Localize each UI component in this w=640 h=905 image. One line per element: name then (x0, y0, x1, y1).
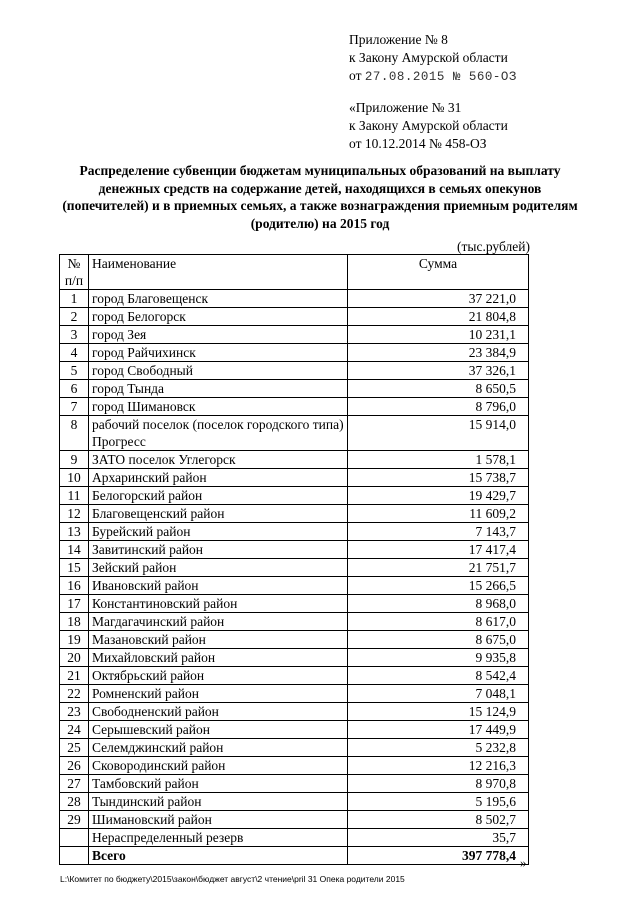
row-num: 9 (60, 451, 89, 469)
row-sum: 8 675,0 (348, 631, 529, 649)
row-sum: 37 221,0 (348, 290, 529, 308)
table-row (60, 451, 529, 469)
table-row (60, 362, 529, 380)
table-row (60, 649, 529, 667)
appendix-number: Приложение № 8 (349, 32, 448, 47)
table-row (60, 380, 529, 398)
row-num: 5 (60, 362, 89, 380)
table-row (60, 703, 529, 721)
row-num: 7 (60, 398, 89, 416)
table-header-row (60, 255, 529, 290)
row-num: 27 (60, 775, 89, 793)
row-num: 4 (60, 344, 89, 362)
table-row (60, 721, 529, 739)
document-title: Распределение субвенции бюджетам муниципальных образований на выплату денежных средств на содержание детей, находящихся в семьях опекунов (попечителей) и в приемных семьях, а также вознаграждения приемным родителям (родителю) на 2015 год (62, 163, 578, 231)
table-row (60, 757, 529, 775)
row-num: 2 (60, 308, 89, 326)
row-sum: 19 429,7 (348, 487, 529, 505)
table-row (60, 326, 529, 344)
row-name: Серышевский район (89, 721, 348, 739)
row-num (60, 847, 89, 865)
table-row (60, 559, 529, 577)
table-row (60, 308, 529, 326)
row-sum: 21 751,7 (348, 559, 529, 577)
row-name: город Свободный (89, 362, 348, 380)
row-num: 24 (60, 721, 89, 739)
table-row (60, 344, 529, 362)
row-num: 6 (60, 380, 89, 398)
table-total-row (60, 847, 529, 865)
row-num: 28 (60, 793, 89, 811)
row-sum: 12 216,3 (348, 757, 529, 775)
table-row (60, 487, 529, 505)
appendix-date-prefix: от (349, 68, 362, 83)
row-name: Ивановский район (89, 577, 348, 595)
row-num: 26 (60, 757, 89, 775)
row-name: Бурейский район (89, 523, 348, 541)
row-sum: 11 609,2 (348, 505, 529, 523)
row-name: Тамбовский район (89, 775, 348, 793)
row-name: Шимановский район (89, 811, 348, 829)
row-name: Мазановский район (89, 631, 348, 649)
appendix-date-line (349, 67, 517, 86)
row-num: 21 (60, 667, 89, 685)
row-name: ЗАТО поселок Углегорск (89, 451, 348, 469)
row-name: город Тында (89, 380, 348, 398)
table-row (60, 290, 529, 308)
units-label: (тыс.рублей) (457, 239, 530, 254)
row-sum: 17 417,4 (348, 541, 529, 559)
row-sum: 15 738,7 (348, 469, 529, 487)
table-row (60, 613, 529, 631)
row-num: 17 (60, 595, 89, 613)
row-name: Свободненский район (89, 703, 348, 721)
row-sum: 5 232,8 (348, 739, 529, 757)
row-sum: 5 195,6 (348, 793, 529, 811)
table-row (60, 469, 529, 487)
row-num: 19 (60, 631, 89, 649)
header-sum: Сумма (348, 255, 529, 290)
table-row (60, 505, 529, 523)
row-sum: 15 266,5 (348, 577, 529, 595)
table-row (60, 416, 529, 451)
original-appendix-date: от 10.12.2014 № 458-ОЗ (349, 136, 487, 151)
row-sum: 9 935,8 (348, 649, 529, 667)
row-name: Ромненский район (89, 685, 348, 703)
row-sum: 8 617,0 (348, 613, 529, 631)
row-num: 25 (60, 739, 89, 757)
row-name: Константиновский район (89, 595, 348, 613)
row-sum: 35,7 (348, 829, 529, 847)
row-name: Селемджинский район (89, 739, 348, 757)
row-sum: 7 048,1 (348, 685, 529, 703)
row-sum: 17 449,9 (348, 721, 529, 739)
row-sum: 7 143,7 (348, 523, 529, 541)
row-sum: 23 384,9 (348, 344, 529, 362)
table-row (60, 577, 529, 595)
row-name: город Благовещенск (89, 290, 348, 308)
row-name: Белогорский район (89, 487, 348, 505)
row-name: Нераспределенный резерв (89, 829, 348, 847)
row-name: рабочий поселок (поселок городского типа) Прогресс (89, 416, 348, 451)
row-sum: 397 778,4 (348, 847, 529, 865)
row-num: 10 (60, 469, 89, 487)
row-name: Тындинский район (89, 793, 348, 811)
row-sum: 21 804,8 (348, 308, 529, 326)
row-name: Благовещенский район (89, 505, 348, 523)
row-num (60, 829, 89, 847)
original-appendix-number: «Приложение № 31 (349, 100, 462, 115)
row-name: Завитинский район (89, 541, 348, 559)
table-row (60, 775, 529, 793)
table-row (60, 631, 529, 649)
original-appendix-header (349, 99, 508, 153)
table-row (60, 398, 529, 416)
row-name: Октябрьский район (89, 667, 348, 685)
row-num: 13 (60, 523, 89, 541)
appendix-law: к Закону Амурской области (349, 50, 508, 65)
appendix-date-stamp: 27.08.2015 № 560-ОЗ (364, 70, 517, 84)
table-row (60, 541, 529, 559)
row-sum: 8 502,7 (348, 811, 529, 829)
row-name: город Зея (89, 326, 348, 344)
row-num: 12 (60, 505, 89, 523)
table-row (60, 595, 529, 613)
row-num: 18 (60, 613, 89, 631)
row-name: Архаринский район (89, 469, 348, 487)
row-num: 3 (60, 326, 89, 344)
row-sum: 15 914,0 (348, 416, 529, 451)
header-num: № п/п (60, 255, 89, 290)
row-name: город Райчихинск (89, 344, 348, 362)
subsidy-table (59, 254, 529, 865)
row-num: 16 (60, 577, 89, 595)
row-num: 29 (60, 811, 89, 829)
row-num: 20 (60, 649, 89, 667)
row-sum: 1 578,1 (348, 451, 529, 469)
row-num: 15 (60, 559, 89, 577)
closing-quote: » (520, 855, 527, 870)
table-row (60, 685, 529, 703)
row-sum: 8 970,8 (348, 775, 529, 793)
row-name: Сковородинский район (89, 757, 348, 775)
table-body (60, 290, 529, 865)
row-num: 1 (60, 290, 89, 308)
header-name: Наименование (89, 255, 348, 290)
row-name: Магдагачинский район (89, 613, 348, 631)
appendix-header (349, 31, 517, 86)
row-sum: 8 542,4 (348, 667, 529, 685)
table-row (60, 667, 529, 685)
row-sum: 10 231,1 (348, 326, 529, 344)
row-sum: 8 796,0 (348, 398, 529, 416)
table-row (60, 829, 529, 847)
row-num: 8 (60, 416, 89, 451)
row-num: 11 (60, 487, 89, 505)
original-appendix-law: к Закону Амурской области (349, 118, 508, 133)
row-sum: 8 968,0 (348, 595, 529, 613)
row-num: 23 (60, 703, 89, 721)
table-row (60, 793, 529, 811)
table-row (60, 523, 529, 541)
row-name: город Шимановск (89, 398, 348, 416)
row-name: Всего (89, 847, 348, 865)
row-num: 22 (60, 685, 89, 703)
row-sum: 15 124,9 (348, 703, 529, 721)
row-name: Зейский район (89, 559, 348, 577)
row-name: город Белогорск (89, 308, 348, 326)
row-num: 14 (60, 541, 89, 559)
row-name: Михайловский район (89, 649, 348, 667)
file-path-footer: L:\Комитет по бюджету\2015\закон\бюджет август\2 чтение\pril 31 Опека родители 2015 (60, 874, 405, 884)
row-sum: 37 326,1 (348, 362, 529, 380)
row-sum: 8 650,5 (348, 380, 529, 398)
table-row (60, 811, 529, 829)
table-row (60, 739, 529, 757)
